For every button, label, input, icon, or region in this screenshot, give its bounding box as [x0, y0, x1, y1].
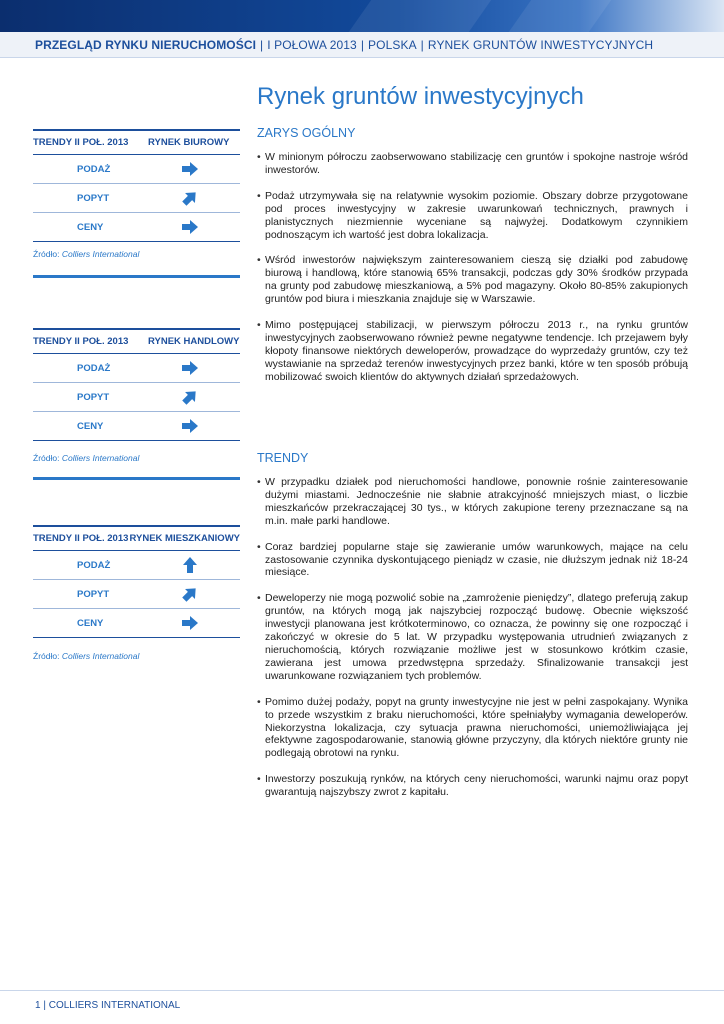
- trends-section: [257, 476, 688, 812]
- list-item: • Coraz bardziej popularne staje się zawieranie umów warunkowych, mające na celu zastosowanie czynnika dyskontującego pieniądz w czasie, nie dłuższym jednak niż 18-24 miesiące.: [257, 541, 688, 580]
- trend-arrow-shape: [181, 389, 199, 405]
- trend-arrow-shape: [181, 161, 199, 177]
- trend-arrow-shape: [181, 586, 199, 602]
- arrow-up-icon: [181, 557, 199, 573]
- list-item: • Deweloperzy nie mogą pozwolić sobie na „zamrożenie pieniędzy”, dlatego preferują zakup gruntów, na których mogą jak najszybciej rozpocząć budowę. Obecnie większość inwestycji planowana jest krótkoterminowo, co oznacza, że powinny się one rozpocząć i zakończyć w okresie do 5 lat. W przypadku występowania utrudnień związanych z nieruchomością, których rozwiązanie możliwe jest w stosunkowo krótkim czasie, zawierana jest umowa przedwstępna sprzedaży. Sfinalizowanie transakcji jest uwarunkowane rozwiązaniem tych problemów.: [257, 592, 688, 682]
- trend-table-residential: [33, 525, 240, 638]
- trend-row-demand: POPYT: [33, 580, 240, 609]
- arrow-right-icon: [181, 161, 199, 177]
- overview-heading: ZARYS OGÓLNY: [257, 126, 356, 140]
- source-note: Źródło: Colliers International: [33, 651, 140, 661]
- trend-row-prices: CENY: [33, 412, 240, 441]
- list-item: • Wśród inwestorów największym zainteresowaniem cieszą się działki pod zabudowę biurową i handlową, które stanowią 65% transakcji, podczas gdy 30% środków przypada na grunty pod zabudowę mieszkaniową, a 5% pod magazyny. Około 80-85% zakupionych gruntów pod biura i mieszkania znajduje się w Warszawie.: [257, 254, 688, 306]
- page-footer: 1 | COLLIERS INTERNATIONAL: [35, 1000, 181, 1011]
- list-item: • Mimo postępującej stabilizacji, w pierwszym półroczu 2013 r., na rynku gruntów inwestycyjnych zaobserwowano również pewne negatywne tendencje. Ich przejawem były kłopoty finansowe niektórych deweloperów, prowadzące do wyprzedaży gruntów, czy też wystawianie na sprzedaż terenów inwestycyjnych przez banki, które w ten sposób próbują mobilizować swoich klientów do aktywnych działań sprzedażowych.: [257, 319, 688, 384]
- overview-list: [257, 151, 688, 384]
- trend-arrow-shape: [181, 418, 199, 434]
- list-item: • Inwestorzy poszukują rynków, na których ceny nieruchomości, warunki najmu oraz popyt gwarantują najszybszy zwrot z kapitału.: [257, 773, 688, 799]
- trend-row-supply: PODAŻ: [33, 155, 240, 184]
- trend-table-office: [33, 129, 240, 242]
- arrow-right-icon: [181, 360, 199, 376]
- list-item: • Podaż utrzymywała się na relatywnie wysokim poziomie. Obszary dobrze przygotowane pod proces inwestycyjny w zakresie uwarunkowań technicznych, prawnych i planistycznych niezmiennie wyceniane są najwyżej. Dodatkowym czynnikiem podnoszącym ich wartość jest dobra lokalizacja.: [257, 190, 688, 242]
- section-divider: [33, 275, 240, 278]
- list-item: • W przypadku działek pod nieruchomości handlowe, ponownie rośnie zainteresowanie dużymi miastami. Jednocześnie nie słabnie atrakcyjność mniejszych miast, o liczbie mieszkańców przekraczającej 30 tys., w których zakupione tereny przeznaczane są na m.in. małe parki handlowe.: [257, 476, 688, 528]
- source-note: Źródło: Colliers International: [33, 249, 140, 259]
- trend-row-prices: CENY: [33, 213, 240, 242]
- overview-section: [257, 151, 688, 397]
- list-item: • W minionym półroczu zaobserwowano stabilizację cen gruntów i spokojne nastroje wśród inwestorów.: [257, 151, 688, 177]
- trend-arrow-shape: [181, 190, 199, 206]
- footer-divider: [0, 990, 724, 991]
- arrow-up-right-icon: [181, 389, 199, 405]
- source-note: Źródło: Colliers International: [33, 453, 140, 463]
- banner-decoration: [349, 0, 491, 32]
- report-header: PRZEGLĄD RYNKU NIERUCHOMOŚCI | I POŁOWA 2013 | POLSKA | RYNEK GRUNTÓW INWESTYCYJNYCH: [35, 38, 654, 52]
- trends-heading: TRENDY: [257, 451, 309, 465]
- trend-arrow-shape: [181, 219, 199, 235]
- trend-row-supply: PODAŻ: [33, 551, 240, 580]
- trend-row-demand: POPYT: [33, 383, 240, 412]
- report-section: RYNEK GRUNTÓW INWESTYCYJNYCH: [427, 38, 654, 52]
- arrow-up-right-icon: [181, 190, 199, 206]
- arrow-right-icon: [181, 219, 199, 235]
- trends-list: [257, 476, 688, 799]
- trend-row-demand: POPYT: [33, 184, 240, 213]
- arrow-up-right-icon: [181, 586, 199, 602]
- trend-row-prices: CENY: [33, 609, 240, 638]
- list-item: • Pomimo dużej podaży, popyt na grunty inwestycyjne nie jest w pełni zaspokajany. Wynika to przede wszystkim z braku nieruchomości, które spełniałyby wymagania deweloperów. Niekorzystna lokalizacja, czy sytuacja prawna nieruchomości, uniemożliwiająca jej efektywne zagospodarowanie, stanowią główne przyczyny, dla których niektóre grunty nie podlegają obrotowi na rynku.: [257, 696, 688, 761]
- banner-decoration: [509, 0, 611, 32]
- report-country: POLSKA: [368, 38, 417, 52]
- trend-row-supply: PODAŻ: [33, 354, 240, 383]
- report-title: PRZEGLĄD RYNKU NIERUCHOMOŚCI: [35, 38, 257, 52]
- trend-table-header: TRENDY II POŁ. 2013 RYNEK HANDLOWY: [33, 328, 240, 354]
- arrow-right-icon: [181, 418, 199, 434]
- footer-company: COLLIERS INTERNATIONAL: [48, 1000, 181, 1011]
- trend-table-retail: [33, 328, 240, 441]
- report-period: I POŁOWA 2013: [267, 38, 357, 52]
- trend-arrow-shape: [181, 615, 199, 631]
- arrow-right-icon: [181, 615, 199, 631]
- trend-table-header: TRENDY II POŁ. 2013 RYNEK BIUROWY: [33, 129, 240, 155]
- page-number: 1: [35, 1000, 41, 1011]
- trend-arrow-shape: [181, 360, 199, 376]
- trend-table-header: TRENDY II POŁ. 2013 RYNEK MIESZKANIOWY: [33, 525, 240, 551]
- section-divider: [33, 477, 240, 480]
- trend-arrow-shape: [181, 557, 199, 573]
- top-banner: [0, 0, 724, 32]
- page-title: Rynek gruntów inwestycyjnych: [257, 83, 584, 110]
